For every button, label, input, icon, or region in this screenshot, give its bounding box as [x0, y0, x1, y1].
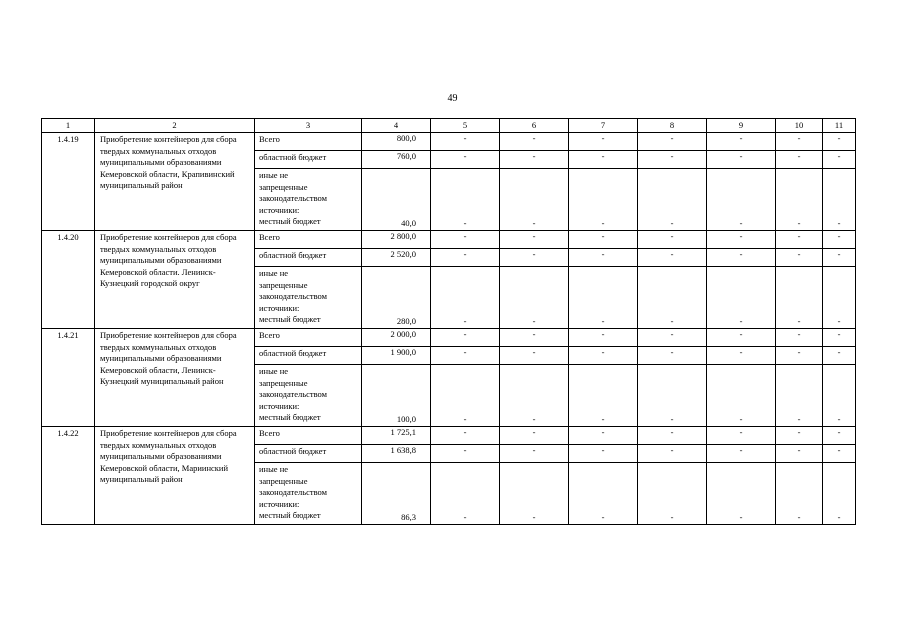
funding-source-label: областной бюджет: [255, 151, 362, 169]
funding-source-label: Всего: [255, 329, 362, 347]
year-value-cell: -: [776, 267, 823, 329]
year-value-cell: -: [638, 169, 707, 231]
funding-source-label: [255, 267, 362, 329]
amount-cell: 100,0: [362, 365, 431, 427]
amount-cell: 40,0: [362, 169, 431, 231]
amount-cell: 1 900,0: [362, 347, 431, 365]
year-value-cell: -: [823, 249, 856, 267]
column-header: 2: [95, 119, 255, 133]
year-value-cell: -: [707, 267, 776, 329]
funding-source-line: законодательством: [259, 487, 328, 497]
year-value-cell: -: [638, 445, 707, 463]
column-header: 3: [255, 119, 362, 133]
year-value-cell: -: [431, 329, 500, 347]
year-value-cell: -: [823, 365, 856, 427]
year-value-cell: -: [431, 365, 500, 427]
year-value-cell: -: [707, 231, 776, 249]
year-value-cell: -: [500, 249, 569, 267]
funding-source-line: источники:: [259, 302, 300, 313]
year-value-cell: -: [638, 365, 707, 427]
funding-source-label: Всего: [255, 427, 362, 445]
year-value-cell: -: [431, 445, 500, 463]
amount-cell: 2 000,0: [362, 329, 431, 347]
funding-source-line: источники:: [259, 204, 300, 215]
year-value-cell: -: [431, 267, 500, 329]
amount-cell: 1 638,8: [362, 445, 431, 463]
column-header: 1: [42, 119, 95, 133]
year-value-cell: -: [569, 329, 638, 347]
year-value-cell: -: [707, 427, 776, 445]
year-value-cell: -: [569, 445, 638, 463]
year-value-cell: -: [707, 329, 776, 347]
funding-source-label: Всего: [255, 231, 362, 249]
year-value-cell: -: [823, 267, 856, 329]
funding-source-line: запрещенные: [259, 377, 308, 388]
table-body: [42, 133, 856, 525]
column-number-row: [42, 119, 856, 133]
year-value-cell: -: [638, 249, 707, 267]
year-value-cell: -: [431, 151, 500, 169]
funding-source-line: местный бюджет: [259, 510, 321, 520]
funding-source-line: иные не: [259, 464, 289, 474]
funding-source-line: местный бюджет: [259, 216, 321, 226]
year-value-cell: -: [569, 169, 638, 231]
column-header: 6: [500, 119, 569, 133]
year-value-cell: -: [431, 347, 500, 365]
year-value-cell: -: [707, 249, 776, 267]
year-value-cell: -: [823, 427, 856, 445]
table-row: [42, 231, 856, 249]
table-row: [42, 427, 856, 445]
year-value-cell: -: [569, 133, 638, 151]
funding-source-line: законодательством: [259, 389, 328, 399]
item-name: Приобретение контейнеров для сбора твердых коммунальных отходов муниципальными образованиями Кемеровской области. Ленинск-Кузнецкий городской округ: [95, 231, 255, 329]
amount-cell: 2 800,0: [362, 231, 431, 249]
funding-source-line: иные не: [259, 268, 289, 278]
year-value-cell: -: [707, 169, 776, 231]
year-value-cell: -: [569, 427, 638, 445]
funding-source-line: источники:: [259, 400, 300, 411]
year-value-cell: -: [823, 169, 856, 231]
column-header: 11: [823, 119, 856, 133]
item-code: 1.4.19: [42, 133, 95, 231]
year-value-cell: -: [707, 133, 776, 151]
year-value-cell: -: [823, 151, 856, 169]
amount-cell: 760,0: [362, 151, 431, 169]
year-value-cell: -: [776, 231, 823, 249]
amount-cell: 280,0: [362, 267, 431, 329]
year-value-cell: -: [431, 169, 500, 231]
column-header: 10: [776, 119, 823, 133]
funding-source-line: местный бюджет: [259, 314, 321, 324]
year-value-cell: -: [823, 463, 856, 525]
amount-cell: 86,3: [362, 463, 431, 525]
year-value-cell: -: [569, 267, 638, 329]
year-value-cell: -: [638, 347, 707, 365]
item-code: 1.4.21: [42, 329, 95, 427]
year-value-cell: -: [638, 329, 707, 347]
year-value-cell: -: [707, 365, 776, 427]
column-header: 9: [707, 119, 776, 133]
item-code: 1.4.22: [42, 427, 95, 525]
year-value-cell: -: [638, 151, 707, 169]
year-value-cell: -: [431, 231, 500, 249]
column-header: 4: [362, 119, 431, 133]
year-value-cell: -: [500, 365, 569, 427]
year-value-cell: -: [638, 231, 707, 249]
year-value-cell: -: [500, 463, 569, 525]
year-value-cell: -: [431, 427, 500, 445]
year-value-cell: -: [500, 445, 569, 463]
year-value-cell: -: [500, 329, 569, 347]
amount-cell: 800,0: [362, 133, 431, 151]
funding-source-line: запрещенные: [259, 475, 308, 486]
year-value-cell: -: [707, 151, 776, 169]
year-value-cell: -: [776, 329, 823, 347]
table-row: [42, 329, 856, 347]
year-value-cell: -: [431, 249, 500, 267]
column-header: 7: [569, 119, 638, 133]
budget-table: [41, 118, 856, 525]
year-value-cell: -: [500, 231, 569, 249]
year-value-cell: -: [431, 133, 500, 151]
year-value-cell: -: [569, 463, 638, 525]
item-code: 1.4.20: [42, 231, 95, 329]
funding-source-line: запрещенные: [259, 181, 308, 192]
year-value-cell: -: [776, 463, 823, 525]
year-value-cell: -: [776, 445, 823, 463]
year-value-cell: -: [776, 169, 823, 231]
year-value-cell: -: [823, 133, 856, 151]
year-value-cell: -: [776, 365, 823, 427]
year-value-cell: -: [707, 463, 776, 525]
year-value-cell: -: [638, 463, 707, 525]
item-name: Приобретение контейнеров для сбора твердых коммунальных отходов муниципальными образованиями Кемеровской области, Крапивинский муниципальный район: [95, 133, 255, 231]
funding-source-label: [255, 365, 362, 427]
year-value-cell: -: [569, 231, 638, 249]
year-value-cell: -: [431, 463, 500, 525]
year-value-cell: -: [707, 347, 776, 365]
year-value-cell: -: [638, 427, 707, 445]
year-value-cell: -: [776, 427, 823, 445]
year-value-cell: -: [823, 231, 856, 249]
year-value-cell: -: [569, 151, 638, 169]
funding-source-label: областной бюджет: [255, 347, 362, 365]
amount-cell: 2 520,0: [362, 249, 431, 267]
funding-source-line: иные не: [259, 366, 289, 376]
year-value-cell: -: [823, 445, 856, 463]
year-value-cell: -: [707, 445, 776, 463]
funding-source-label: [255, 169, 362, 231]
column-header: 8: [638, 119, 707, 133]
funding-source-line: источники:: [259, 498, 300, 509]
year-value-cell: -: [500, 151, 569, 169]
funding-source-label: областной бюджет: [255, 445, 362, 463]
year-value-cell: -: [776, 151, 823, 169]
year-value-cell: -: [823, 347, 856, 365]
year-value-cell: -: [500, 267, 569, 329]
funding-source-line: местный бюджет: [259, 412, 321, 422]
year-value-cell: -: [776, 133, 823, 151]
year-value-cell: -: [569, 347, 638, 365]
funding-source-label: областной бюджет: [255, 249, 362, 267]
year-value-cell: -: [500, 133, 569, 151]
funding-source-line: иные не: [259, 170, 289, 180]
year-value-cell: -: [776, 347, 823, 365]
year-value-cell: -: [500, 169, 569, 231]
year-value-cell: -: [569, 365, 638, 427]
year-value-cell: -: [823, 329, 856, 347]
page-number: 49: [447, 93, 458, 104]
year-value-cell: -: [638, 133, 707, 151]
funding-source-label: [255, 463, 362, 525]
year-value-cell: -: [500, 427, 569, 445]
year-value-cell: -: [569, 249, 638, 267]
amount-cell: 1 725,1: [362, 427, 431, 445]
funding-source-line: законодательством: [259, 193, 328, 203]
funding-source-line: законодательством: [259, 291, 328, 301]
funding-source-label: Всего: [255, 133, 362, 151]
column-header: 5: [431, 119, 500, 133]
year-value-cell: -: [638, 267, 707, 329]
item-name: Приобретение контейнеров для сбора твердых коммунальных отходов муниципальными образованиями Кемеровской области, Мариинский муниципальный район: [95, 427, 255, 525]
year-value-cell: -: [776, 249, 823, 267]
item-name: Приобретение контейнеров для сбора твердых коммунальных отходов муниципальными образованиями Кемеровской области, Ленинск-Кузнецкий муниципальный район: [95, 329, 255, 427]
funding-source-line: запрещенные: [259, 279, 308, 290]
year-value-cell: -: [500, 347, 569, 365]
table-row: [42, 133, 856, 151]
